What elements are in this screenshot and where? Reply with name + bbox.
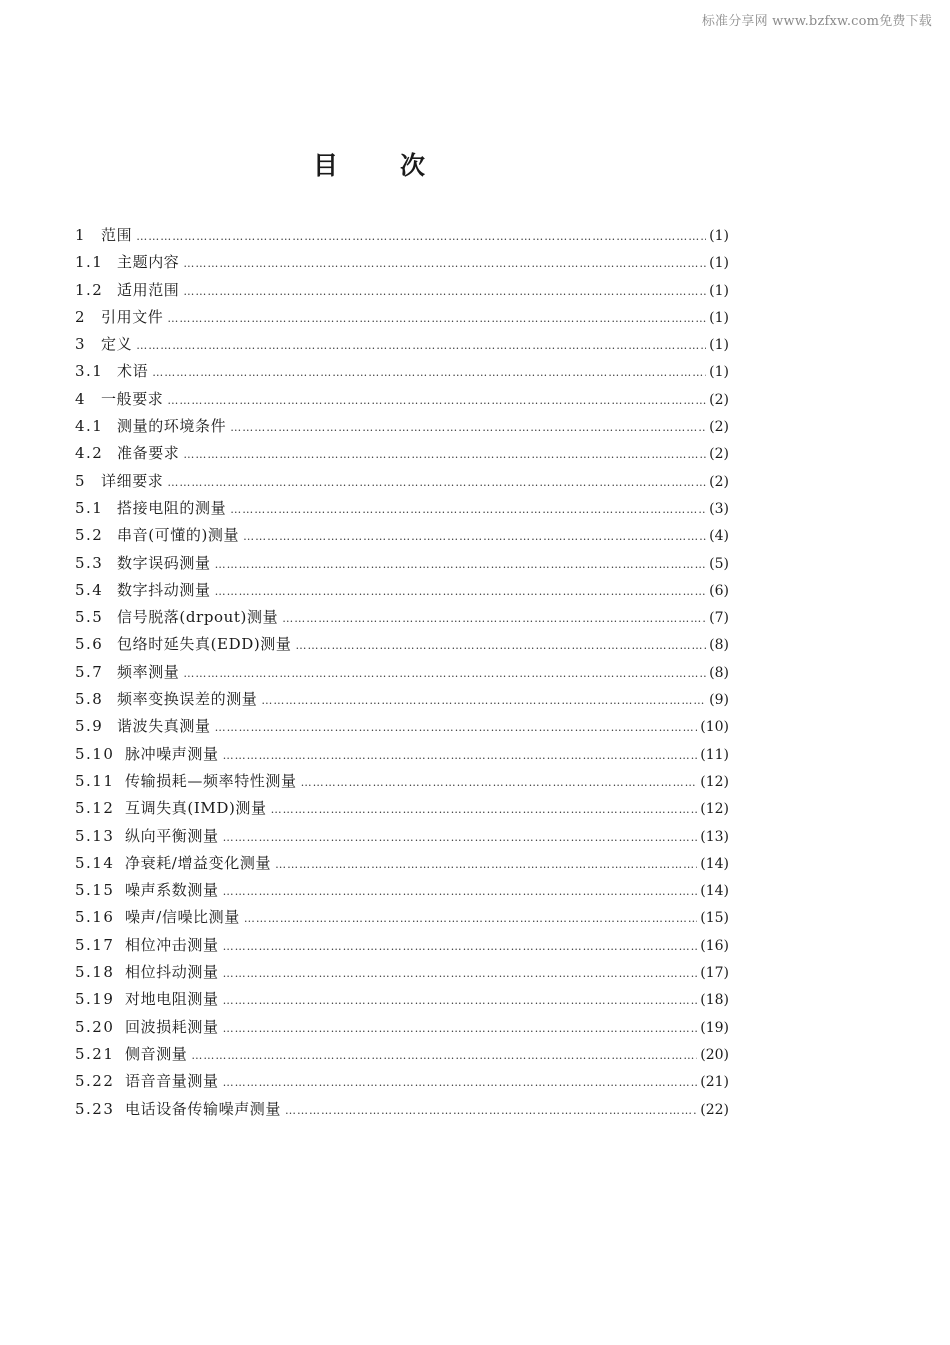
toc-entry-number: 5.7 [75, 662, 104, 681]
toc-entry[interactable] [75, 631, 729, 658]
toc-leader-dots [215, 578, 707, 605]
toc-entry-label: 侧音测量 [125, 1044, 188, 1063]
table-of-contents [75, 222, 729, 1123]
toc-entry-page: (12) [700, 773, 729, 790]
toc-entry-number: 5.21 [75, 1044, 115, 1063]
toc-entry-page: (2) [709, 446, 729, 463]
toc-entry-number: 5.3 [75, 553, 104, 572]
toc-entry-page: (11) [700, 746, 729, 763]
toc-entry-page: (10) [700, 719, 729, 736]
toc-leader-dots [285, 1097, 697, 1124]
toc-entry-page: (8) [709, 664, 729, 681]
toc-leader-dots [244, 905, 697, 932]
toc-entry-number: 5.14 [75, 853, 115, 872]
toc-entry-page: (7) [709, 610, 729, 627]
toc-entry-label: 噪声/信噪比测量 [125, 908, 240, 927]
toc-entry[interactable] [75, 413, 729, 440]
toc-entry-label: 净衰耗/增益变化测量 [125, 853, 272, 872]
toc-entry-label: 互调失真(IMD)测量 [125, 799, 267, 818]
toc-entry[interactable] [75, 904, 729, 931]
toc-leader-dots [275, 851, 697, 878]
toc-leader-dots [167, 469, 706, 496]
toc-entry[interactable] [75, 823, 729, 850]
toc-leader-dots [167, 387, 706, 414]
toc-entry-page: (3) [709, 500, 729, 517]
toc-entry[interactable] [75, 468, 729, 495]
toc-entry[interactable] [75, 358, 729, 385]
toc-entry-number: 5.18 [75, 963, 115, 982]
toc-entry-page: (1) [709, 364, 729, 381]
toc-leader-dots [183, 278, 706, 305]
toc-entry-number: 5.10 [75, 744, 115, 763]
toc-entry-label: 范围 [101, 226, 133, 244]
toc-leader-dots [223, 878, 698, 905]
toc-entry-number: 5.8 [75, 690, 104, 709]
toc-entry[interactable] [75, 1068, 729, 1095]
toc-entry-page: (5) [709, 555, 729, 572]
toc-entry-page: (8) [709, 637, 729, 654]
toc-entry-page: (6) [709, 582, 729, 599]
toc-entry[interactable] [75, 741, 729, 768]
toc-entry-page: (16) [700, 937, 729, 954]
toc-entry-page: (14) [700, 855, 729, 872]
toc-entry-label: 语音音量测量 [125, 1072, 219, 1091]
toc-entry-page: (14) [700, 883, 729, 900]
toc-leader-dots [230, 414, 706, 441]
toc-entry-label: 详细要求 [101, 471, 164, 490]
toc-leader-dots [223, 1015, 698, 1042]
toc-entry-label: 相位冲击测量 [125, 935, 219, 954]
page-title [0, 146, 800, 182]
toc-entry-page: (20) [700, 1046, 729, 1063]
toc-entry[interactable] [75, 768, 729, 795]
toc-entry-label: 频率测量 [117, 662, 180, 681]
toc-entry-number: 5.12 [75, 799, 115, 818]
toc-entry[interactable] [75, 550, 729, 577]
toc-entry-number: 5.1 [75, 498, 104, 517]
toc-leader-dots [223, 1069, 698, 1096]
toc-entry-number: 1 [75, 226, 87, 244]
toc-entry-page: (2) [709, 473, 729, 490]
toc-entry-label: 数字抖动测量 [117, 580, 211, 599]
toc-leader-dots [223, 824, 698, 851]
toc-entry-page: (22) [700, 1101, 729, 1118]
toc-entry-number: 5.17 [75, 935, 115, 954]
toc-entry[interactable] [75, 713, 729, 740]
toc-entry[interactable] [75, 850, 729, 877]
toc-entry-label: 频率变换误差的测量 [117, 690, 258, 709]
toc-entry[interactable] [75, 440, 729, 467]
toc-entry-label: 传输损耗—频率特性测量 [125, 771, 297, 790]
toc-entry-label: 回波损耗测量 [125, 1017, 219, 1036]
toc-entry-label: 术语 [117, 362, 149, 381]
toc-entry[interactable] [75, 959, 729, 986]
toc-entry-label: 准备要求 [117, 444, 180, 463]
toc-leader-dots [183, 441, 706, 468]
toc-entry[interactable] [75, 932, 729, 959]
title-char-1: 目 [312, 151, 400, 180]
toc-entry-page: (12) [700, 801, 729, 818]
toc-entry-label: 脉冲噪声测量 [125, 744, 219, 763]
toc-leader-dots [282, 605, 706, 632]
toc-entry-page: (1) [709, 337, 729, 354]
toc-entry-label: 主题内容 [117, 253, 180, 272]
toc-entry-label: 相位抖动测量 [125, 963, 219, 982]
toc-leader-dots [136, 332, 706, 359]
toc-entry-page: (17) [700, 965, 729, 982]
toc-entry-page: (9) [709, 692, 729, 709]
toc-entry-label: 测量的环境条件 [117, 417, 227, 436]
watermark: 标准分享网 www.bzfxw.com免费下载 [701, 14, 932, 29]
toc-entry-page: (1) [709, 228, 729, 244]
toc-entry-label: 电话设备传输噪声测量 [125, 1099, 282, 1118]
toc-entry[interactable] [75, 331, 729, 358]
toc-leader-dots [261, 687, 706, 714]
toc-entry-number: 5.4 [75, 580, 104, 599]
toc-entry-page: (21) [700, 1074, 729, 1091]
toc-entry[interactable] [75, 304, 729, 331]
toc-entry-label: 对地电阻测量 [125, 990, 219, 1009]
toc-entry-number: 5.19 [75, 990, 115, 1009]
toc-leader-dots [296, 632, 707, 659]
toc-entry[interactable] [75, 604, 729, 631]
toc-entry-number: 5.5 [75, 608, 104, 627]
toc-leader-dots [223, 742, 698, 769]
toc-leader-dots [301, 769, 698, 796]
toc-entry[interactable] [75, 222, 729, 249]
toc-leader-dots [215, 551, 707, 578]
toc-entry[interactable] [75, 659, 729, 686]
toc-entry-number: 5 [75, 471, 87, 490]
toc-entry-label: 谐波失真测量 [117, 717, 211, 736]
toc-leader-dots [152, 359, 706, 386]
toc-entry-number: 5.11 [75, 771, 115, 790]
toc-leader-dots [183, 250, 706, 277]
toc-leader-dots [136, 223, 706, 250]
toc-entry-number: 2 [75, 307, 87, 326]
title-char-2: 次 [400, 151, 488, 180]
toc-leader-dots [223, 933, 698, 960]
toc-entry[interactable] [75, 495, 729, 522]
toc-leader-dots [230, 496, 706, 523]
toc-entry-label: 纵向平衡测量 [125, 826, 219, 845]
toc-leader-dots [167, 305, 706, 332]
toc-entry-page: (19) [700, 1019, 729, 1036]
toc-entry-label: 噪声系数测量 [125, 881, 219, 900]
toc-entry-page: (4) [709, 528, 729, 545]
toc-entry-number: 5.23 [75, 1099, 115, 1118]
toc-entry-page: (13) [700, 828, 729, 845]
toc-entry-number: 5.22 [75, 1072, 115, 1091]
toc-entry-number: 5.20 [75, 1017, 115, 1036]
toc-entry-number: 5.9 [75, 717, 104, 736]
toc-entry-number: 4.2 [75, 444, 104, 463]
toc-entry[interactable] [75, 986, 729, 1013]
toc-entry-label: 信号脱落(drpout)测量 [117, 608, 279, 627]
toc-entry-number: 5.13 [75, 826, 115, 845]
toc-entry[interactable] [75, 686, 729, 713]
toc-entry-number: 5.6 [75, 635, 104, 654]
toc-entry-label: 搭接电阻的测量 [117, 498, 227, 517]
toc-leader-dots [215, 714, 698, 741]
toc-entry-page: (1) [709, 282, 729, 299]
toc-entry[interactable] [75, 522, 729, 549]
toc-entry-label: 串音(可懂的)测量 [117, 526, 240, 545]
toc-entry-number: 3 [75, 335, 87, 354]
toc-entry-page: (1) [709, 255, 729, 272]
toc-entry-number: 4.1 [75, 417, 104, 436]
toc-leader-dots [243, 523, 706, 550]
toc-entry-number: 5.16 [75, 908, 115, 927]
toc-entry-page: (18) [700, 992, 729, 1009]
toc-entry[interactable] [75, 795, 729, 822]
toc-entry-number: 4 [75, 389, 87, 408]
toc-entry[interactable] [75, 249, 729, 276]
toc-leader-dots [223, 987, 698, 1014]
toc-entry-number: 1.1 [75, 253, 104, 272]
toc-entry-number: 1.2 [75, 280, 104, 299]
toc-entry[interactable] [75, 1096, 729, 1123]
toc-entry-number: 5.15 [75, 881, 115, 900]
toc-entry[interactable] [75, 577, 729, 604]
toc-leader-dots [183, 660, 706, 687]
toc-entry[interactable] [75, 1041, 729, 1068]
toc-entry-label: 适用范围 [117, 280, 180, 299]
toc-entry-page: (2) [709, 391, 729, 408]
toc-entry[interactable] [75, 1014, 729, 1041]
toc-entry-label: 包络时延失真(EDD)测量 [117, 635, 292, 654]
toc-entry-number: 5.2 [75, 526, 104, 545]
toc-entry[interactable] [75, 386, 729, 413]
toc-leader-dots [271, 796, 698, 823]
toc-entry-label: 定义 [101, 335, 133, 354]
toc-leader-dots [223, 960, 698, 987]
toc-entry-page: (2) [709, 419, 729, 436]
toc-entry[interactable] [75, 277, 729, 304]
toc-entry-page: (1) [709, 309, 729, 326]
toc-entry-label: 数字误码测量 [117, 553, 211, 572]
toc-entry-label: 引用文件 [101, 307, 164, 326]
toc-entry[interactable] [75, 877, 729, 904]
toc-entry-label: 一般要求 [101, 389, 164, 408]
toc-entry-page: (15) [700, 910, 729, 927]
toc-leader-dots [191, 1042, 697, 1069]
toc-entry-number: 3.1 [75, 362, 104, 381]
